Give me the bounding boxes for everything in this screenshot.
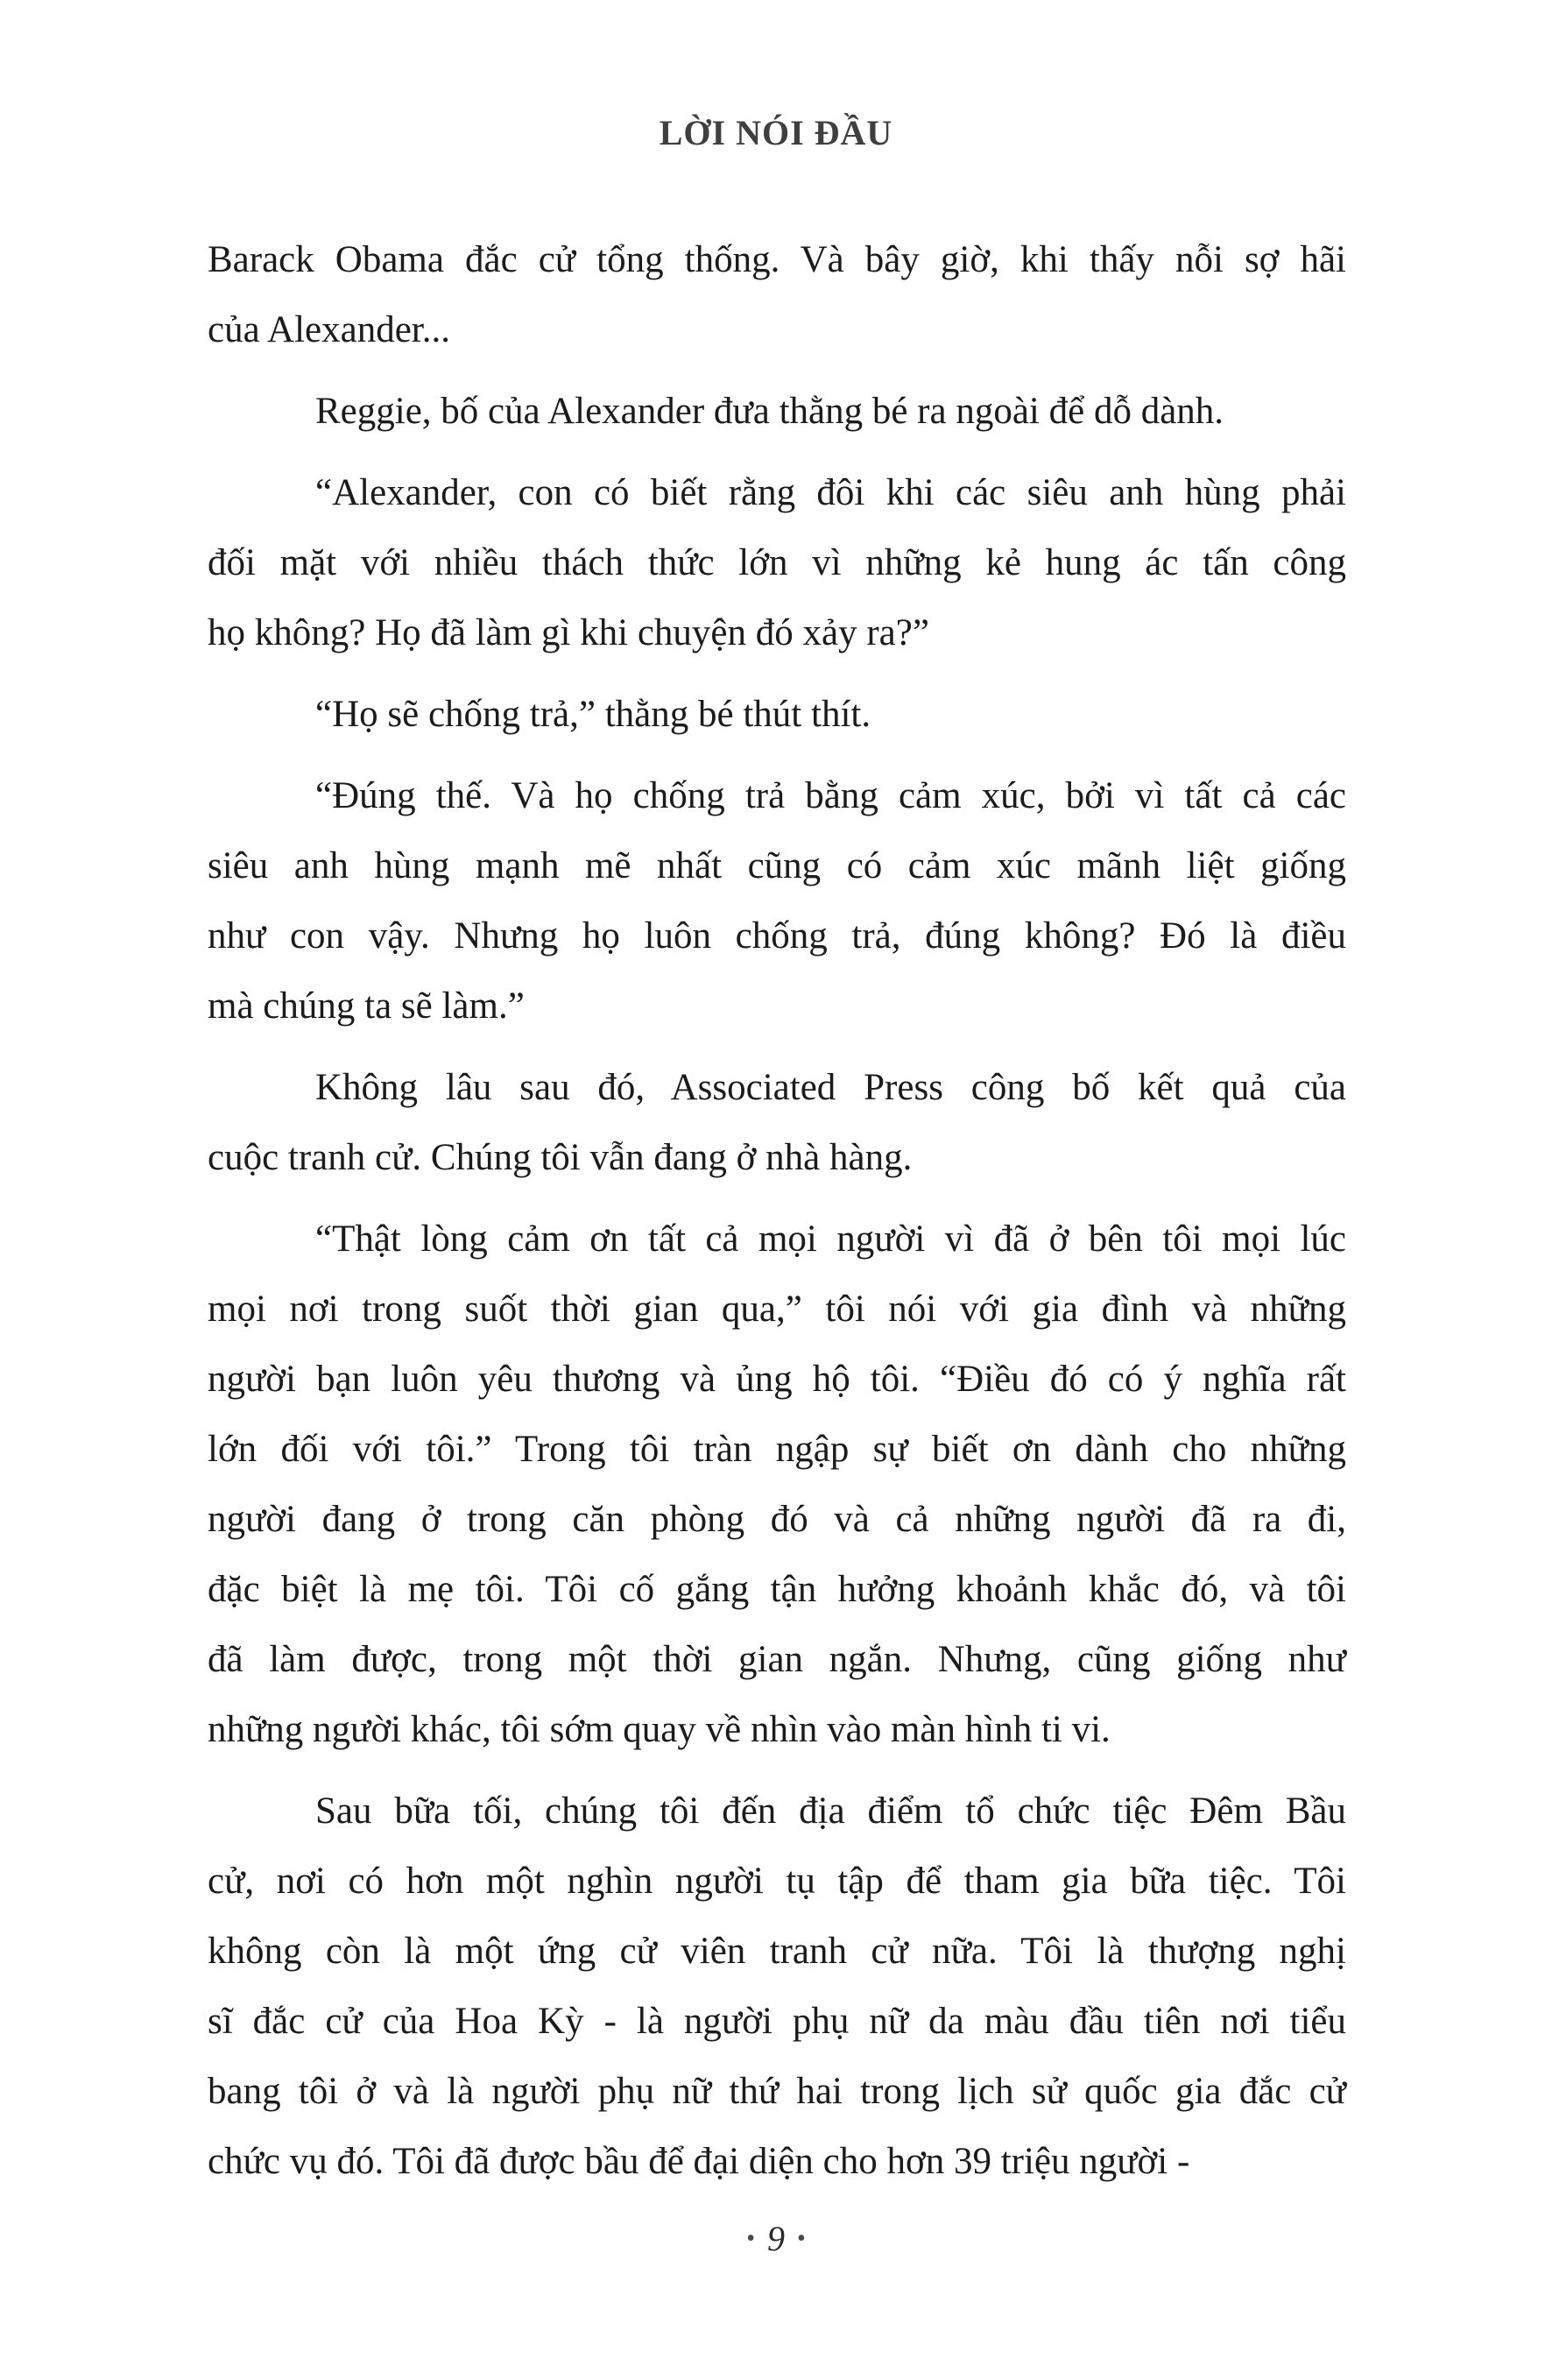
- text-line: cử, nơi có hơn một nghìn người tụ tập để tham gia bữa tiệc. Tôi: [208, 1861, 1346, 1902]
- text-line: “Đúng thế. Và họ chống trả bằng cảm xúc, bởi vì tất cả các: [315, 775, 1346, 816]
- text-line: người bạn luôn yêu thương và ủng hộ tôi. “Điều đó có ý nghĩa rất: [208, 1359, 1346, 1400]
- paragraph: [208, 1776, 1346, 2197]
- text-line: mọi nơi trong suốt thời gian qua,” tôi nói với gia đình và những: [208, 1289, 1346, 1330]
- text-line: không còn là một ứng cử viên tranh cử nữa. Tôi là thượng nghị: [208, 1931, 1346, 1972]
- paragraph: [208, 225, 1346, 365]
- text-line: Barack Obama đắc cử tổng thống. Và bây giờ, khi thấy nỗi sợ hãi: [208, 239, 1346, 280]
- text-line: siêu anh hùng mạnh mẽ nhất cũng có cảm xúc mãnh liệt giống: [208, 845, 1346, 886]
- text-line: người đang ở trong căn phòng đó và cả những người đã ra đi,: [208, 1499, 1346, 1540]
- text-line: chức vụ đó. Tôi đã được bầu để đại diện cho hơn 39 triệu người -: [208, 2141, 1190, 2182]
- paragraph: [208, 1053, 1346, 1193]
- text-line: Reggie, bố của Alexander đưa thằng bé ra ngoài để dỗ dành.: [315, 391, 1224, 432]
- text-line: của Alexander...: [208, 309, 451, 350]
- text-line: cuộc tranh cử. Chúng tôi vẫn đang ở nhà hàng.: [208, 1137, 913, 1178]
- paragraph: [208, 680, 1346, 750]
- text-line: đối mặt với nhiều thách thức lớn vì những kẻ hung ác tấn công: [208, 542, 1346, 583]
- paragraph: [208, 377, 1346, 447]
- paragraph: [208, 1204, 1346, 1765]
- page-number-dot-right: •: [797, 2225, 806, 2252]
- text-line: “Họ sẽ chống trả,” thằng bé thút thít.: [315, 694, 871, 735]
- text-line: “Alexander, con có biết rằng đôi khi các siêu anh hùng phải: [315, 472, 1346, 513]
- text-line: những người khác, tôi sớm quay về nhìn vào màn hình ti vi.: [208, 1709, 1111, 1750]
- page-number-dot-left: •: [746, 2225, 755, 2252]
- text-line: mà chúng ta sẽ làm.”: [208, 985, 525, 1027]
- text-line: họ không? Họ đã làm gì khi chuyện đó xảy ra?”: [208, 612, 929, 653]
- text-line: đã làm được, trong một thời gian ngắn. Nhưng, cũng giống như: [208, 1639, 1346, 1680]
- text-line: bang tôi ở và là người phụ nữ thứ hai trong lịch sử quốc gia đắc cử: [208, 2071, 1346, 2112]
- paragraph: [208, 458, 1346, 668]
- text-line: sĩ đắc cử của Hoa Kỳ - là người phụ nữ da màu đầu tiên nơi tiểu: [208, 2001, 1346, 2042]
- paragraph: [208, 761, 1346, 1042]
- chapter-title: LỜI NÓI ĐẦU: [659, 113, 893, 152]
- page-number-value: 9: [767, 2219, 785, 2258]
- text-line: “Thật lòng cảm ơn tất cả mọi người vì đã ở bên tôi mọi lúc: [315, 1218, 1346, 1260]
- text-line: như con vậy. Nhưng họ luôn chống trả, đúng không? Đó là điều: [208, 915, 1346, 957]
- text-line: Sau bữa tối, chúng tôi đến địa điểm tổ chức tiệc Đêm Bầu: [315, 1790, 1346, 1832]
- text-block: [208, 225, 1346, 2197]
- text-line: lớn đối với tôi.” Trong tôi tràn ngập sự biết ơn dành cho những: [208, 1429, 1346, 1470]
- text-line: Không lâu sau đó, Associated Press công bố kết quả của: [315, 1067, 1346, 1108]
- text-line: đặc biệt là mẹ tôi. Tôi cố gắng tận hưởng khoảnh khắc đó, và tôi: [208, 1569, 1346, 1610]
- page-number: [0, 2221, 1552, 2261]
